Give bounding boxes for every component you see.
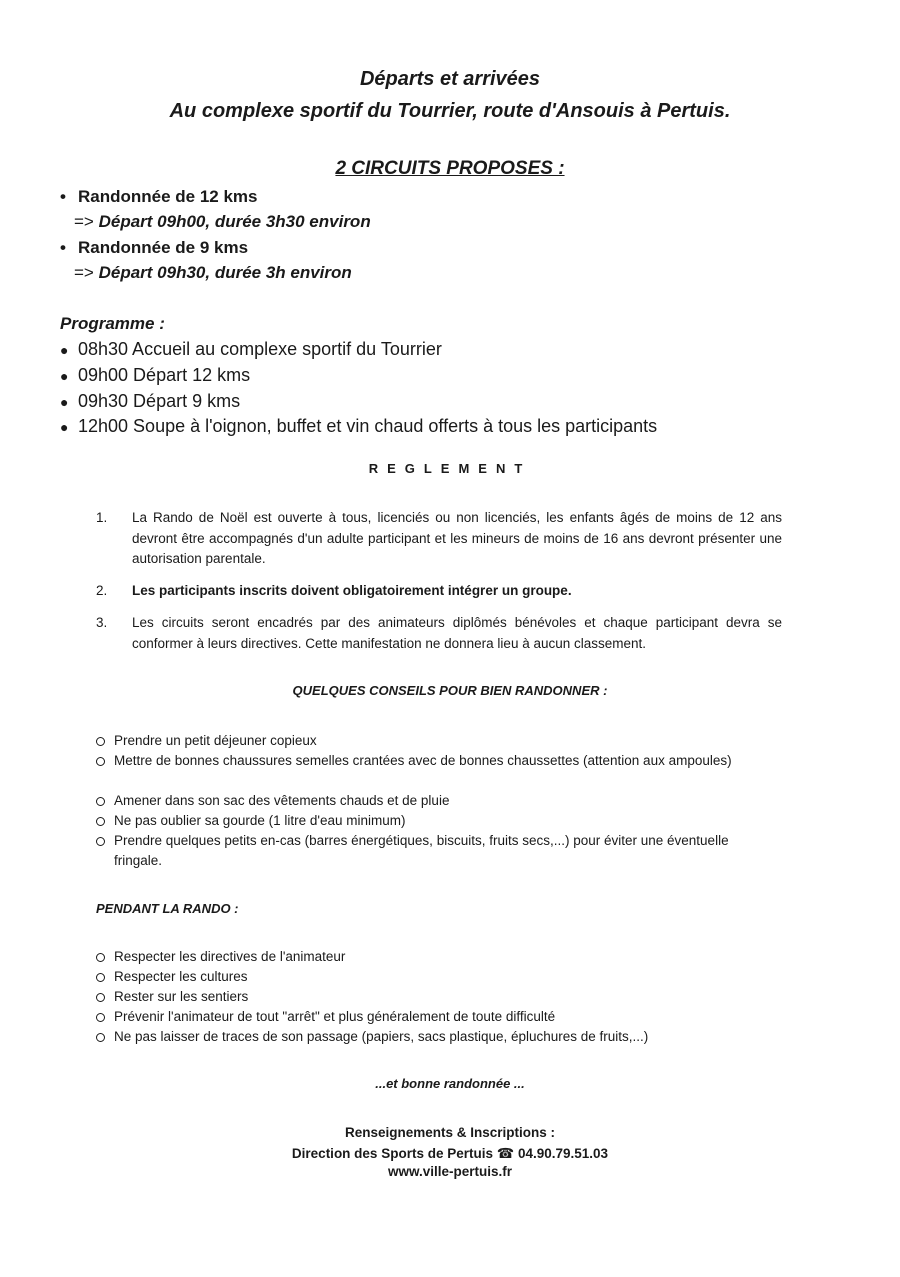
list-item-text: Respecter les cultures [114,969,248,984]
circle-bullet-icon [96,811,114,832]
rule-text: La Rando de Noël est ouverte à tous, licenciés ou non licenciés, les enfants âgés de moins de 12 ans devront être accompagnés d'un adulte participant et les mineurs de moins de 16 ans devront présenter une autorisation parentale. [132,510,782,566]
circle-bullet-icon [96,967,114,988]
footer-phone: 04.90.79.51.03 [517,1146,609,1161]
programme-item [60,365,250,386]
rule-number: 1. [96,510,108,525]
programme-item [60,339,442,360]
footer-line-1: Renseignements & Inscriptions : [344,1125,556,1140]
list-item-text: Amener dans son sac des vêtements chauds et de pluie [114,793,450,808]
programme-item-text: 09h30 Départ 9 kms [78,391,241,411]
conseils-heading: QUELQUES CONSEILS POUR BIEN RANDONNER : [292,683,608,698]
rule-text: Les circuits seront encadrés par des animateurs diplômés bénévoles et chaque participant devra se conformer à leurs directives. Cette manifestation ne donnera lieu à aucun classement. [132,615,782,651]
circuit-detail-text: Départ 09h00, durée 3h30 environ [98,212,371,231]
footer-website: www.ville-pertuis.fr [387,1164,513,1179]
list-item [96,791,756,812]
rule-number: 3. [96,615,108,630]
list-item [96,751,756,772]
list-item-text: Respecter les directives de l'animateur [114,949,346,964]
circuit-title: Randonnée de 12 kms [78,187,258,206]
programme-item-text: 12h00 Soupe à l'oignon, buffet et vin chaud offerts à tous les participants [78,416,658,436]
list-item [96,967,756,988]
bullet-icon: ● [60,342,69,358]
list-item [96,811,756,832]
pendant-heading: PENDANT LA RANDO : [96,901,239,916]
header-line-1: Départs et arrivées [359,68,541,90]
circle-bullet-icon [96,731,114,752]
circuit-item-1 [60,187,258,207]
circle-bullet-icon [96,751,114,772]
closing-text: ...et bonne randonnée ... [375,1076,525,1091]
arrow-text: => [74,263,99,282]
circuit-title: Randonnée de 9 kms [78,238,249,257]
telephone-icon: ☎ [496,1145,515,1161]
bullet-icon: • [60,187,66,206]
programme-item [60,416,657,437]
list-item [96,987,756,1008]
circuit-detail-1 [74,212,371,232]
arrow-text: => [74,212,99,231]
list-item-text: Mettre de bonnes chaussures semelles crantées avec de bonnes chaussettes (attention aux ampoules) [114,753,732,768]
circle-bullet-icon [96,791,114,812]
circle-bullet-icon [96,947,114,968]
circle-bullet-icon [96,1027,114,1048]
bullet-icon: ● [60,368,69,384]
list-item [96,831,756,871]
circuit-item-2 [60,238,248,258]
footer-contact-line [0,1145,900,1162]
list-item [96,947,756,968]
bullet-icon: ● [60,394,69,410]
rule-text: Les participants inscrits doivent obligatoirement intégrer un groupe. [132,583,572,598]
programme-heading: Programme : [60,314,165,333]
reglement-title: REGLEMENT [368,461,532,476]
list-item-text: Rester sur les sentiers [114,989,249,1004]
programme-item [60,391,240,412]
list-item-text: Prendre un petit déjeuner copieux [114,733,317,748]
circle-bullet-icon [96,1007,114,1028]
circuits-heading: 2 CIRCUITS PROPOSES : [335,158,565,179]
circle-bullet-icon [96,987,114,1008]
list-item [96,1027,756,1048]
footer-org: Direction des Sports de Pertuis [291,1146,493,1161]
list-item-text: Prendre quelques petits en-cas (barres énergétiques, biscuits, fruits secs,...) pour éviter une éventuelle fringale. [114,833,729,868]
header-line-2: Au complexe sportif du Tourrier, route d'Ansouis à Pertuis. [169,100,731,122]
list-item-text: Ne pas laisser de traces de son passage (papiers, sacs plastique, épluchures de fruits,...) [114,1029,649,1044]
rule-number: 2. [96,583,108,598]
circuit-detail-text: Départ 09h30, durée 3h environ [98,263,352,282]
programme-item-text: 08h30 Accueil au complexe sportif du Tourrier [78,339,442,359]
bullet-icon: • [60,238,66,257]
list-item [96,1007,756,1028]
circuit-detail-2 [74,263,352,283]
list-item [96,731,756,752]
circle-bullet-icon [96,831,114,871]
bullet-icon: ● [60,419,69,435]
programme-item-text: 09h00 Départ 12 kms [78,365,251,385]
list-item-text: Ne pas oublier sa gourde (1 litre d'eau minimum) [114,813,406,828]
list-item-text: Prévenir l'animateur de tout "arrêt" et plus généralement de toute difficulté [114,1009,556,1024]
